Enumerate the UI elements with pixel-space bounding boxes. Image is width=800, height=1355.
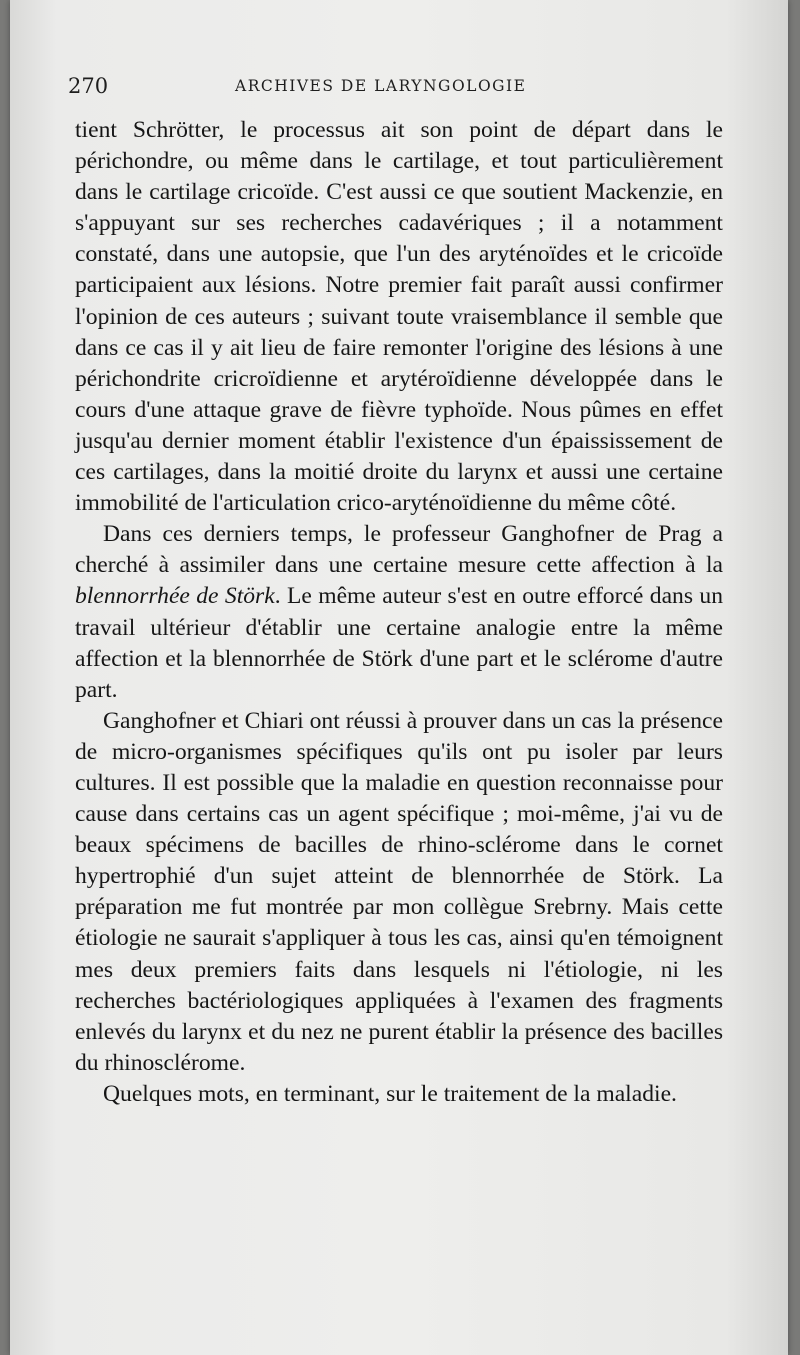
running-head: [68, 72, 728, 102]
paragraph-text: Dans ces derniers temps, le professeur Ganghofner de Prag a cherché à assimiler dans une certaine mesure cette affection à la: [75, 521, 723, 579]
italic-term: blennorrhée de Störk: [75, 583, 275, 610]
page-number: 270: [68, 74, 109, 98]
paragraph: [75, 519, 723, 706]
body-text: [75, 115, 723, 1110]
paragraph: Ganghofner et Chiari ont réussi à prouver dans un cas la présence de micro-organismes spécifiques qu'ils ont pu isoler par leurs cultures. Il est possible que la maladie en question reconnaisse pour cause dans certains cas un agent spécifique ; moi-même, j'ai vu de beaux spécimens de bacilles de rhino-sclérome dans le cornet hypertrophié d'un sujet atteint de blennorrhée de Störk. La préparation me fut montrée par mon collègue Srebrny. Mais cette étiologie ne saurait s'appliquer à tous les cas, ainsi qu'en témoignent mes deux premiers faits dans lesquels ni l'étiologie, ni les recherches bactériologiques appliquées à l'examen des fragments enlevés du larynx et du nez ne purent établir la présence des bacilles du rhinosclérome.: [75, 707, 723, 1076]
paragraph: tient Schrötter, le processus ait son point de départ dans le périchondre, ou même dans le cartilage, et tout particulièrement dans le cartilage cricoïde. C'est aussi ce que soutient Mackenzie, en s'appuyant sur ses recherches cadavériques ; il a notamment constaté, dans une autopsie, que l'un des aryténoïdes et le cricoïde participaient aux lésions. Notre premier fait paraît aussi confirmer l'opinion de ces auteurs ; suivant toute vraisemblance il semble que dans ce cas il y ait lieu de faire remonter l'origine des lésions à une périchondrite cricroïdienne et arytéroïdienne développée dans le cours d'une attaque grave de fièvre typhoïde. Nous pûmes en effet jusqu'au dernier moment établir l'existence d'un épaississement de ces cartilages, dans la moitié droite du larynx et aussi une certaine immobilité de l'articulation crico-aryténoïdienne du même côté.: [75, 117, 723, 517]
paragraph-text: . Le même auteur s'est en outre efforcé dans un travail ultérieur d'établir une certaine analogie entre la même affection et la blennorrhée de Störk d'une part et le sclérome d'autre part.: [75, 583, 723, 703]
book-page: [10, 0, 788, 1355]
journal-title: ARCHIVES DE LARYNGOLOGIE: [235, 77, 527, 95]
paragraph: Quelques mots, en terminant, sur le traitement de la maladie.: [103, 1080, 677, 1107]
